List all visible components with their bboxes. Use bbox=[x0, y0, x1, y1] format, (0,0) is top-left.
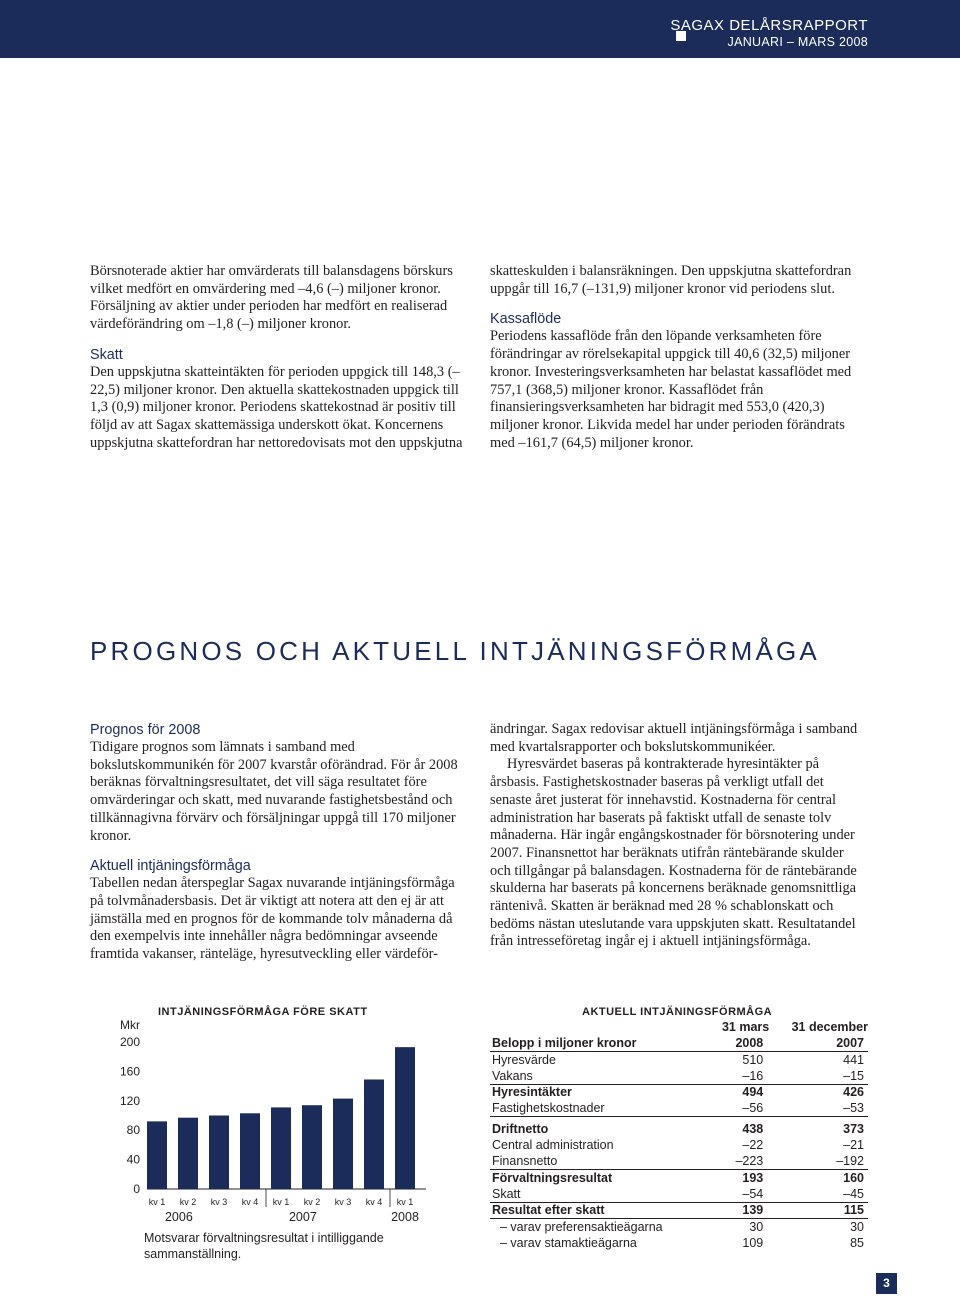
table-row bbox=[490, 1186, 868, 1202]
y-tick-label: 0 bbox=[133, 1182, 140, 1196]
x-tick-label: kv 4 bbox=[365, 1197, 383, 1207]
row-value-a: 510 bbox=[707, 1052, 769, 1068]
table-header-row-1 bbox=[490, 1019, 868, 1035]
col-header-a: 31 mars bbox=[721, 1020, 770, 1035]
top-column-left bbox=[90, 263, 475, 452]
row-value-b: –21 bbox=[843, 1138, 864, 1153]
row-value-a: 494 bbox=[707, 1084, 769, 1100]
row-value-b: 160 bbox=[769, 1170, 868, 1186]
table-row bbox=[490, 1052, 868, 1068]
row-value-b: 441 bbox=[769, 1052, 868, 1068]
row-value-b: 30 bbox=[769, 1219, 868, 1235]
y-tick-label: 40 bbox=[126, 1152, 140, 1167]
header-bar bbox=[0, 0, 960, 58]
section-column-left bbox=[90, 721, 468, 964]
row-value-b: 373 bbox=[843, 1122, 864, 1137]
row-value-b: 426 bbox=[769, 1084, 868, 1100]
x-tick-label: kv 1 bbox=[272, 1197, 290, 1207]
row-label: Vakans bbox=[492, 1068, 533, 1083]
page-number: 3 bbox=[876, 1273, 897, 1294]
row-value-a: 193 bbox=[707, 1170, 769, 1186]
table-row bbox=[490, 1153, 868, 1169]
row-value-a: –16 bbox=[742, 1068, 764, 1083]
row-label: Driftnetto bbox=[492, 1122, 549, 1137]
bar bbox=[147, 1121, 167, 1189]
row-label: Central administration bbox=[492, 1138, 614, 1153]
table-row bbox=[490, 1068, 868, 1084]
report-period: JANUARI – MARS 2008 bbox=[727, 35, 868, 49]
kassaflode-heading: Kassaflöde bbox=[490, 311, 562, 328]
section-column-right bbox=[490, 721, 868, 951]
bar bbox=[178, 1118, 198, 1189]
y-tick-label: 80 bbox=[126, 1123, 140, 1138]
y-tick-label: 160 bbox=[119, 1064, 140, 1079]
prognos-paragraph: Tidigare prognos som lämnats i samband med bokslutskommunikén för 2007 kvarstår oförändrad. För år 2008 beräknas förvaltningsresultatet, det vill säga resultatet före omvärderingar och skatt, med nuvarande fastighetsbestånd och tillkännagivna förvärv och försäljningar uppgå till 170 miljoner kronor. bbox=[90, 739, 458, 844]
table-row bbox=[490, 1170, 868, 1186]
table-header-row-2 bbox=[490, 1035, 868, 1051]
table-row bbox=[490, 1137, 868, 1153]
prognos-heading: Prognos för 2008 bbox=[90, 722, 201, 738]
row-value-a: –54 bbox=[742, 1186, 764, 1201]
row-label: Förvaltningsresultat bbox=[490, 1170, 707, 1186]
earnings-bar-chart bbox=[90, 1015, 440, 1227]
table-row bbox=[490, 1235, 868, 1251]
bar bbox=[364, 1079, 384, 1189]
section-right-paragraph-2: Hyresvärdet baseras på kontrakterade hyresintäkter på årsbasis. Fastighetskostnader baseras på verkligt utfall det senaste året justerat för innehavstid. Kostnaderna för central administration har baserats på faktiskt utfall de senaste tolv månaderna. Här ingår engångskostnader för börsnotering under 2007. Finansnettot har beräknats utifrån räntebärande skulder och tillgångar på balansdagen. Kostnaderna för de räntebärande skulderna har baserats på koncernens beräknade genomsnittliga räntenivå. Skatten är beräknad med 28 % schablonskatt och bedöms nästan uteslutande vara uppskjuten skatt. Resultatandel från intresseföretag ingår ej i aktuell intjäningsförmåga. bbox=[490, 756, 857, 950]
x-tick-label: kv 2 bbox=[303, 1197, 321, 1207]
row-label: – varav preferensaktieägarna bbox=[490, 1219, 707, 1235]
table-row bbox=[490, 1202, 868, 1218]
valuation-paragraph: Börsnoterade aktier har omvärderats till balansdagens börskurs vilket medfört en omvärdering med –4,6 (–) miljoner kronor. Försäljning av aktier under perioden har medfört en realiserad värdeförändring om –1,8 (–) miljoner kronor. bbox=[90, 263, 453, 333]
y-tick-label: 200 bbox=[119, 1035, 140, 1049]
bar bbox=[333, 1099, 353, 1189]
section-title: PROGNOS OCH AKTUELL INTJÄNINGSFÖRMÅGA bbox=[90, 636, 820, 666]
earnings-table bbox=[490, 1019, 868, 1251]
bar bbox=[209, 1116, 229, 1190]
row-value-a: 139 bbox=[707, 1202, 769, 1218]
report-title: SAGAX DELÅRSRAPPORT bbox=[670, 17, 868, 34]
row-value-b: –15 bbox=[843, 1068, 864, 1083]
row-value-a: –22 bbox=[742, 1138, 764, 1153]
year-label: 2008 bbox=[391, 1210, 419, 1224]
year-label: 2007 bbox=[288, 1210, 317, 1224]
table-row bbox=[490, 1219, 868, 1235]
x-tick-label: kv 4 bbox=[241, 1197, 259, 1207]
bar bbox=[240, 1113, 260, 1189]
row-label: Finansnetto bbox=[492, 1154, 558, 1169]
table-row bbox=[490, 1121, 868, 1137]
y-axis-label: Mkr bbox=[120, 1018, 140, 1032]
row-value-b: –192 bbox=[836, 1154, 864, 1169]
row-value-a: 30 bbox=[707, 1219, 769, 1235]
year-label: 2006 bbox=[164, 1210, 193, 1224]
top-column-right bbox=[490, 263, 870, 452]
row-label: Hyresintäkter bbox=[490, 1084, 707, 1100]
row-header-label: Belopp i miljoner kronor bbox=[492, 1036, 637, 1051]
row-value-a: 438 bbox=[742, 1122, 764, 1137]
row-label: – varav stamaktieägarna bbox=[500, 1236, 637, 1251]
row-label: Fastighetskostnader bbox=[492, 1101, 605, 1116]
table-title: AKTUELL INTJÄNINGSFÖRMÅGA bbox=[582, 1006, 773, 1018]
row-label: Hyresvärde bbox=[490, 1052, 707, 1068]
x-tick-label: kv 3 bbox=[210, 1197, 228, 1207]
row-value-b: –45 bbox=[843, 1186, 864, 1201]
chart-caption: Motsvarar förvaltningsresultat i intilliggande sammanställning. bbox=[144, 1231, 384, 1261]
row-label: Resultat efter skatt bbox=[490, 1202, 707, 1218]
row-header-a: 2008 bbox=[735, 1036, 764, 1051]
x-tick-label: kv 2 bbox=[179, 1197, 197, 1207]
table-row bbox=[490, 1084, 868, 1100]
skatt-paragraph: Den uppskjutna skatteintäkten för perioden uppgick till 148,3 (–22,5) miljoner kronor. Den aktuella skattekostnaden uppgick till 1,3 (0,9) miljoner kronor. Periodens skattekostnad är positiv till följd av att Sagax skattemässiga underskott ökat. Koncernens uppskjutna skattefordran har nettoredovisats mot den uppskjutna bbox=[90, 363, 463, 451]
row-value-a: –223 bbox=[735, 1154, 764, 1169]
table-row bbox=[490, 1100, 868, 1116]
row-value-b: –53 bbox=[843, 1101, 864, 1116]
x-tick-label: kv 1 bbox=[396, 1197, 414, 1207]
kassaflode-paragraph: Periodens kassaflöde från den löpande verksamheten före förändringar av rörelsekapital uppgick till 40,6 (32,5) miljoner kronor. Investeringsverksamheten har belastat kassaflödet med 757,1 (368,5) miljoner kronor. Kassaflödet från finansieringsverksamheten har bidragit med 553,0 (420,3) miljoner kronor. Likvida medel har under perioden förändrats med –161,7 (64,5) miljoner kronor. bbox=[490, 328, 852, 451]
col-header-b: 31 december bbox=[791, 1020, 868, 1035]
section-right-paragraph-1: ändringar. Sagax redovisar aktuell intjäningsförmåga i samband med kvartalsrapporter och bokslutskommunikéer. bbox=[490, 721, 858, 755]
skatt-heading: Skatt bbox=[90, 346, 123, 363]
row-value-a: 109 bbox=[742, 1236, 764, 1251]
aktuell-heading: Aktuell intjäningsförmåga bbox=[90, 858, 251, 875]
row-value-a: –56 bbox=[742, 1101, 764, 1116]
bar bbox=[302, 1105, 322, 1189]
chart-title: INTJÄNINGSFÖRMÅGA FÖRE SKATT bbox=[158, 1006, 368, 1018]
row-label: Skatt bbox=[492, 1186, 521, 1201]
bar bbox=[271, 1107, 291, 1189]
row-header-b: 2007 bbox=[836, 1036, 864, 1051]
aktuell-paragraph: Tabellen nedan återspeglar Sagax nuvarande intjäningsförmåga på tolvmånadersbasis. Det är viktigt att notera att den ej är att jämställa med en prognos för de kommande tolv månaderna då den exempelvis inte innehåller några bedömningar avseende framtida vakanser, ränteläge, hyresutveckling eller värdeför- bbox=[90, 875, 455, 963]
bar bbox=[395, 1047, 415, 1189]
y-tick-label: 120 bbox=[119, 1093, 140, 1108]
skatteskuld-paragraph: skatteskulden i balansräkningen. Den uppskjutna skattefordran uppgår till 16,7 (–131,9) miljoner kronor vid periodens slut. bbox=[490, 263, 852, 297]
row-value-b: 85 bbox=[850, 1236, 864, 1251]
row-value-b: 115 bbox=[769, 1202, 868, 1218]
x-tick-label: kv 1 bbox=[148, 1197, 166, 1207]
x-tick-label: kv 3 bbox=[334, 1197, 352, 1207]
